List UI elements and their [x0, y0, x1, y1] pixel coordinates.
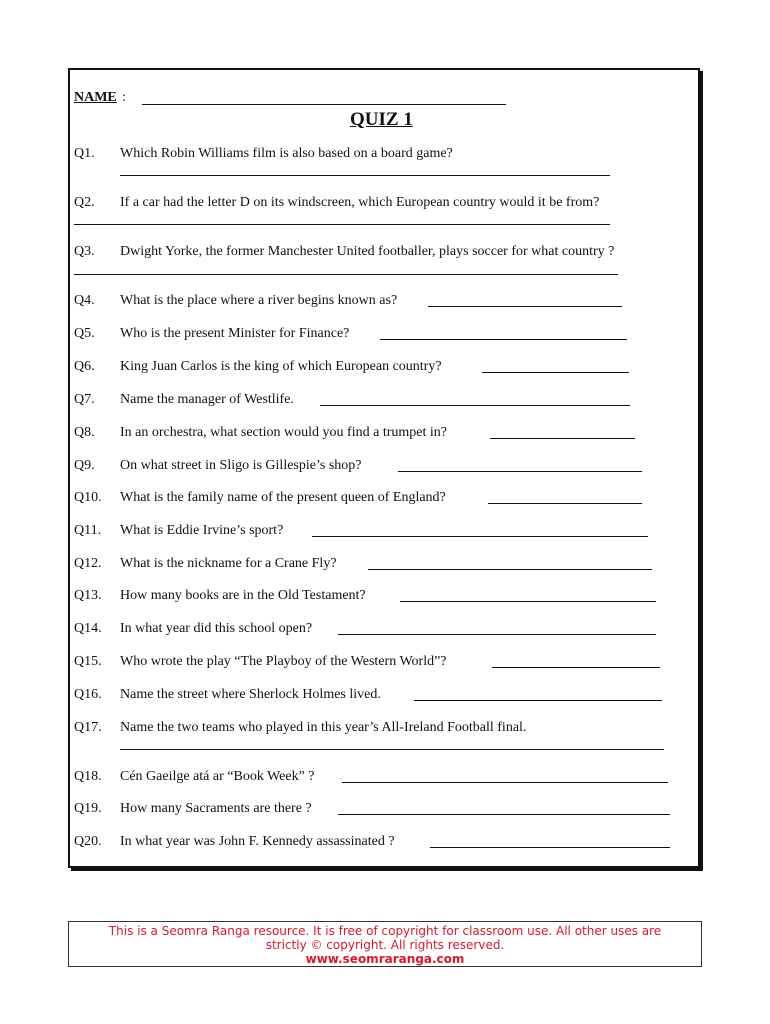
footer-line-1: This is a Seomra Ranga resource. It is free of copyright for classroom use. All other uses are — [108, 924, 662, 938]
question-number: Q18. — [74, 769, 102, 784]
answer-line[interactable] — [482, 372, 629, 373]
name-field-line[interactable] — [142, 104, 506, 105]
answer-line[interactable] — [74, 274, 618, 275]
question-number: Q8. — [74, 425, 95, 440]
question-text: If a car had the letter D on its windscreen, which European country would it be from? — [120, 195, 600, 210]
footer-line-2: strictly © copyright. All rights reserved. — [265, 938, 505, 952]
question-text: King Juan Carlos is the king of which European country? — [120, 359, 442, 374]
question-text: Name the street where Sherlock Holmes lived. — [120, 687, 381, 702]
answer-line[interactable] — [430, 847, 670, 848]
question-number: Q3. — [74, 244, 95, 259]
question-text: Who wrote the play “The Playboy of the Western World”? — [120, 654, 447, 669]
answer-line[interactable] — [414, 700, 662, 701]
answer-line[interactable] — [312, 536, 648, 537]
question-number: Q1. — [74, 146, 95, 161]
question-text: Dwight Yorke, the former Manchester United footballer, plays soccer for what country ? — [120, 244, 615, 259]
question-text: In what year did this school open? — [120, 621, 313, 636]
question-number: Q16. — [74, 687, 102, 702]
question-number: Q4. — [74, 293, 95, 308]
copyright-footer — [68, 921, 702, 967]
question-number: Q20. — [74, 834, 102, 849]
question-text: How many Sacraments are there ? — [120, 801, 312, 816]
answer-line[interactable] — [488, 503, 642, 504]
question-text: What is the family name of the present queen of England? — [120, 490, 446, 505]
answer-line[interactable] — [368, 569, 652, 570]
answer-line[interactable] — [338, 634, 656, 635]
question-text: How many books are in the Old Testament? — [120, 588, 366, 603]
question-text: What is Eddie Irvine’s sport? — [120, 523, 284, 538]
question-text: Cén Gaeilge atá ar “Book Week” ? — [120, 769, 315, 784]
question-number: Q17. — [74, 720, 102, 735]
question-text: In what year was John F. Kennedy assassinated ? — [120, 834, 395, 849]
answer-line[interactable] — [428, 306, 622, 307]
answer-line[interactable] — [400, 601, 656, 602]
quiz-title: QUIZ 1 — [350, 109, 413, 130]
footer-url-link[interactable]: www.seomraranga.com — [305, 952, 465, 966]
answer-line[interactable] — [342, 782, 668, 783]
answer-line[interactable] — [120, 749, 664, 750]
answer-line[interactable] — [338, 814, 670, 815]
question-number: Q19. — [74, 801, 102, 816]
question-number: Q14. — [74, 621, 102, 636]
answer-line[interactable] — [120, 175, 610, 176]
question-number: Q13. — [74, 588, 102, 603]
question-text: Who is the present Minister for Finance? — [120, 326, 350, 341]
question-text: On what street in Sligo is Gillespie’s shop? — [120, 458, 362, 473]
answer-line[interactable] — [380, 339, 627, 340]
question-number: Q9. — [74, 458, 95, 473]
answer-line[interactable] — [490, 438, 635, 439]
question-number: Q12. — [74, 556, 102, 571]
answer-line[interactable] — [320, 405, 630, 406]
question-text: Which Robin Williams film is also based on a board game? — [120, 146, 453, 161]
answer-line[interactable] — [74, 224, 610, 225]
question-text: Name the two teams who played in this year’s All-Ireland Football final. — [120, 720, 527, 735]
question-number: Q11. — [74, 523, 102, 538]
answer-line[interactable] — [398, 471, 642, 472]
quiz-sheet — [68, 68, 700, 868]
question-text: What is the nickname for a Crane Fly? — [120, 556, 337, 571]
question-text: What is the place where a river begins known as? — [120, 293, 398, 308]
question-number: Q10. — [74, 490, 102, 505]
name-colon: : — [122, 90, 126, 105]
answer-line[interactable] — [492, 667, 660, 668]
question-text: Name the manager of Westlife. — [120, 392, 294, 407]
question-number: Q2. — [74, 195, 95, 210]
question-number: Q5. — [74, 326, 95, 341]
question-number: Q15. — [74, 654, 102, 669]
question-number: Q6. — [74, 359, 95, 374]
question-number: Q7. — [74, 392, 95, 407]
name-label: NAME — [74, 90, 117, 105]
question-text: In an orchestra, what section would you find a trumpet in? — [120, 425, 447, 440]
